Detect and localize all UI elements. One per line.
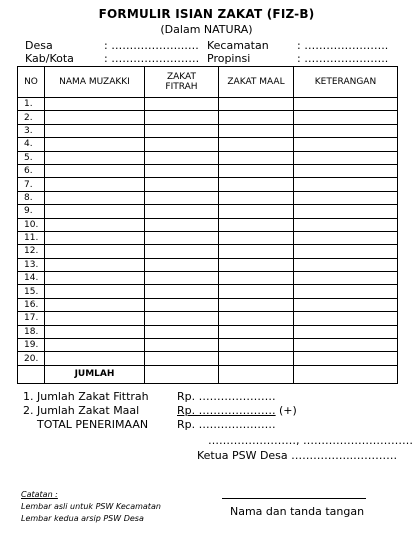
col-header-maal: ZAKAT MAAL bbox=[219, 67, 294, 98]
kecamatan-label: Kecamatan bbox=[207, 39, 269, 52]
row-cell-fitrah bbox=[145, 285, 219, 298]
summary-maal-label: 2. Jumlah Zakat Maal bbox=[23, 404, 140, 417]
row-cell-fitrah bbox=[145, 231, 219, 244]
row-cell-nama bbox=[45, 298, 145, 311]
table-row bbox=[18, 111, 398, 124]
form-title: FORMULIR ISIAN ZAKAT (FIZ-B) bbox=[98, 7, 315, 21]
row-cell-nama bbox=[45, 164, 145, 177]
row-cell-nama bbox=[45, 218, 145, 231]
col-header-no: NO bbox=[18, 67, 45, 98]
total-maal-cell bbox=[219, 365, 294, 383]
row-cell-no: 9. bbox=[18, 205, 45, 218]
row-cell-maal bbox=[219, 231, 294, 244]
row-cell-maal bbox=[219, 178, 294, 191]
table-row bbox=[18, 231, 398, 244]
row-cell-no: 3. bbox=[18, 124, 45, 137]
table-row bbox=[18, 124, 398, 137]
row-cell-keterangan bbox=[294, 111, 398, 124]
row-cell-no: 8. bbox=[18, 191, 45, 204]
signature-caption: Nama dan tanda tangan bbox=[230, 505, 365, 518]
signature-date-line: ……………………, ………………………… bbox=[208, 434, 413, 447]
summary-fitrah-label: 1. Jumlah Zakat Fittrah bbox=[23, 390, 149, 403]
row-cell-fitrah bbox=[145, 298, 219, 311]
summary-maal-value: Rp. ………………… bbox=[177, 404, 276, 417]
row-cell-keterangan bbox=[294, 151, 398, 164]
row-cell-no: 2. bbox=[18, 111, 45, 124]
row-cell-no: 7. bbox=[18, 178, 45, 191]
row-cell-keterangan bbox=[294, 285, 398, 298]
row-cell-maal bbox=[219, 138, 294, 151]
row-cell-nama bbox=[45, 111, 145, 124]
row-cell-maal bbox=[219, 151, 294, 164]
table-header-row bbox=[18, 67, 398, 98]
table-row bbox=[18, 245, 398, 258]
row-cell-fitrah bbox=[145, 205, 219, 218]
row-cell-fitrah bbox=[145, 151, 219, 164]
row-cell-no: 12. bbox=[18, 245, 45, 258]
row-cell-keterangan bbox=[294, 138, 398, 151]
table-row bbox=[18, 205, 398, 218]
row-cell-maal bbox=[219, 124, 294, 137]
row-cell-maal bbox=[219, 164, 294, 177]
table-row bbox=[18, 298, 398, 311]
row-cell-fitrah bbox=[145, 191, 219, 204]
row-cell-maal bbox=[219, 312, 294, 325]
row-cell-fitrah bbox=[145, 245, 219, 258]
table-row bbox=[18, 98, 398, 111]
total-fitrah-cell bbox=[145, 365, 219, 383]
summary-total-label: TOTAL PENERIMAAN bbox=[37, 418, 149, 431]
col-header-fitrah: ZAKAT FITRAH bbox=[145, 67, 219, 98]
row-cell-keterangan bbox=[294, 298, 398, 311]
table-row bbox=[18, 218, 398, 231]
row-cell-fitrah bbox=[145, 258, 219, 271]
notes-line-1: Lembar asli untuk PSW Kecamatan bbox=[21, 502, 161, 511]
row-cell-fitrah bbox=[145, 218, 219, 231]
row-cell-nama bbox=[45, 178, 145, 191]
row-cell-keterangan bbox=[294, 124, 398, 137]
row-cell-nama bbox=[45, 191, 145, 204]
table-row bbox=[18, 352, 398, 365]
row-cell-no: 15. bbox=[18, 285, 45, 298]
table-row bbox=[18, 339, 398, 352]
row-cell-keterangan bbox=[294, 272, 398, 285]
row-cell-maal bbox=[219, 339, 294, 352]
row-cell-keterangan bbox=[294, 245, 398, 258]
row-cell-maal bbox=[219, 352, 294, 365]
row-cell-no: 10. bbox=[18, 218, 45, 231]
row-cell-fitrah bbox=[145, 164, 219, 177]
row-cell-fitrah bbox=[145, 138, 219, 151]
row-cell-maal bbox=[219, 191, 294, 204]
row-cell-nama bbox=[45, 285, 145, 298]
row-cell-no: 14. bbox=[18, 272, 45, 285]
row-cell-maal bbox=[219, 272, 294, 285]
row-cell-no: 19. bbox=[18, 339, 45, 352]
table-row bbox=[18, 312, 398, 325]
row-cell-keterangan bbox=[294, 352, 398, 365]
signature-role: Ketua PSW Desa ……………..………… bbox=[197, 449, 398, 462]
row-cell-keterangan bbox=[294, 164, 398, 177]
table-row bbox=[18, 272, 398, 285]
kecamatan-value: : ………………….. bbox=[297, 39, 389, 52]
summary-total-value: Rp. ………………… bbox=[177, 418, 276, 431]
row-cell-fitrah bbox=[145, 178, 219, 191]
row-cell-nama bbox=[45, 339, 145, 352]
row-cell-no: 17. bbox=[18, 312, 45, 325]
table-row bbox=[18, 138, 398, 151]
summary-fitrah-value: Rp. ………………… bbox=[177, 390, 276, 403]
desa-label: Desa bbox=[25, 39, 53, 52]
propinsi-label: Propinsi bbox=[207, 52, 251, 65]
row-cell-no: 1. bbox=[18, 98, 45, 111]
row-cell-nama bbox=[45, 151, 145, 164]
notes-heading: Catatan : bbox=[21, 490, 58, 499]
row-cell-no: 11. bbox=[18, 231, 45, 244]
row-cell-nama bbox=[45, 124, 145, 137]
row-cell-nama bbox=[45, 98, 145, 111]
table-row bbox=[18, 178, 398, 191]
row-cell-nama bbox=[45, 258, 145, 271]
row-cell-nama bbox=[45, 205, 145, 218]
row-cell-keterangan bbox=[294, 325, 398, 338]
zakat-table bbox=[17, 66, 398, 384]
row-cell-maal bbox=[219, 218, 294, 231]
row-cell-nama bbox=[45, 352, 145, 365]
row-cell-nama bbox=[45, 272, 145, 285]
total-label: JUMLAH bbox=[45, 365, 145, 383]
desa-value: : ………………..…. bbox=[104, 39, 199, 52]
col-header-nama: NAMA MUZAKKI bbox=[45, 67, 145, 98]
row-cell-fitrah bbox=[145, 325, 219, 338]
row-cell-keterangan bbox=[294, 98, 398, 111]
row-cell-no: 18. bbox=[18, 325, 45, 338]
row-cell-no: 20. bbox=[18, 352, 45, 365]
row-cell-no: 6. bbox=[18, 164, 45, 177]
row-cell-no: 5. bbox=[18, 151, 45, 164]
row-cell-no: 16. bbox=[18, 298, 45, 311]
row-cell-nama bbox=[45, 245, 145, 258]
row-cell-maal bbox=[219, 285, 294, 298]
row-cell-no: 4. bbox=[18, 138, 45, 151]
row-cell-keterangan bbox=[294, 339, 398, 352]
row-cell-fitrah bbox=[145, 272, 219, 285]
total-keterangan-cell bbox=[294, 365, 398, 383]
propinsi-value: : ………………….. bbox=[297, 52, 389, 65]
row-cell-nama bbox=[45, 312, 145, 325]
row-cell-maal bbox=[219, 325, 294, 338]
col-header-keterangan: KETERANGAN bbox=[294, 67, 398, 98]
table-row bbox=[18, 325, 398, 338]
total-no-cell bbox=[18, 365, 45, 383]
row-cell-maal bbox=[219, 111, 294, 124]
table-row bbox=[18, 191, 398, 204]
summary-maal-plus: (+) bbox=[279, 404, 297, 417]
row-cell-fitrah bbox=[145, 339, 219, 352]
table-row bbox=[18, 151, 398, 164]
table-row bbox=[18, 258, 398, 271]
row-cell-fitrah bbox=[145, 98, 219, 111]
form-subtitle: (Dalam NATURA) bbox=[160, 23, 253, 36]
row-cell-fitrah bbox=[145, 312, 219, 325]
row-cell-keterangan bbox=[294, 312, 398, 325]
row-cell-nama bbox=[45, 325, 145, 338]
row-cell-keterangan bbox=[294, 231, 398, 244]
row-cell-nama bbox=[45, 231, 145, 244]
row-cell-keterangan bbox=[294, 178, 398, 191]
row-cell-fitrah bbox=[145, 352, 219, 365]
table-row bbox=[18, 285, 398, 298]
row-cell-fitrah bbox=[145, 124, 219, 137]
notes-line-2: Lembar kedua arsip PSW Desa bbox=[21, 514, 144, 523]
row-cell-keterangan bbox=[294, 218, 398, 231]
row-cell-maal bbox=[219, 258, 294, 271]
row-cell-keterangan bbox=[294, 191, 398, 204]
row-cell-fitrah bbox=[145, 111, 219, 124]
signature-line bbox=[222, 498, 366, 499]
row-cell-maal bbox=[219, 205, 294, 218]
row-cell-no: 13. bbox=[18, 258, 45, 271]
row-cell-nama bbox=[45, 138, 145, 151]
row-cell-keterangan bbox=[294, 205, 398, 218]
row-cell-maal bbox=[219, 98, 294, 111]
table-total-row bbox=[18, 365, 398, 383]
kabkota-value: : …………………… bbox=[104, 52, 200, 65]
kabkota-label: Kab/Kota bbox=[25, 52, 74, 65]
table-row bbox=[18, 164, 398, 177]
row-cell-maal bbox=[219, 245, 294, 258]
row-cell-keterangan bbox=[294, 258, 398, 271]
row-cell-maal bbox=[219, 298, 294, 311]
